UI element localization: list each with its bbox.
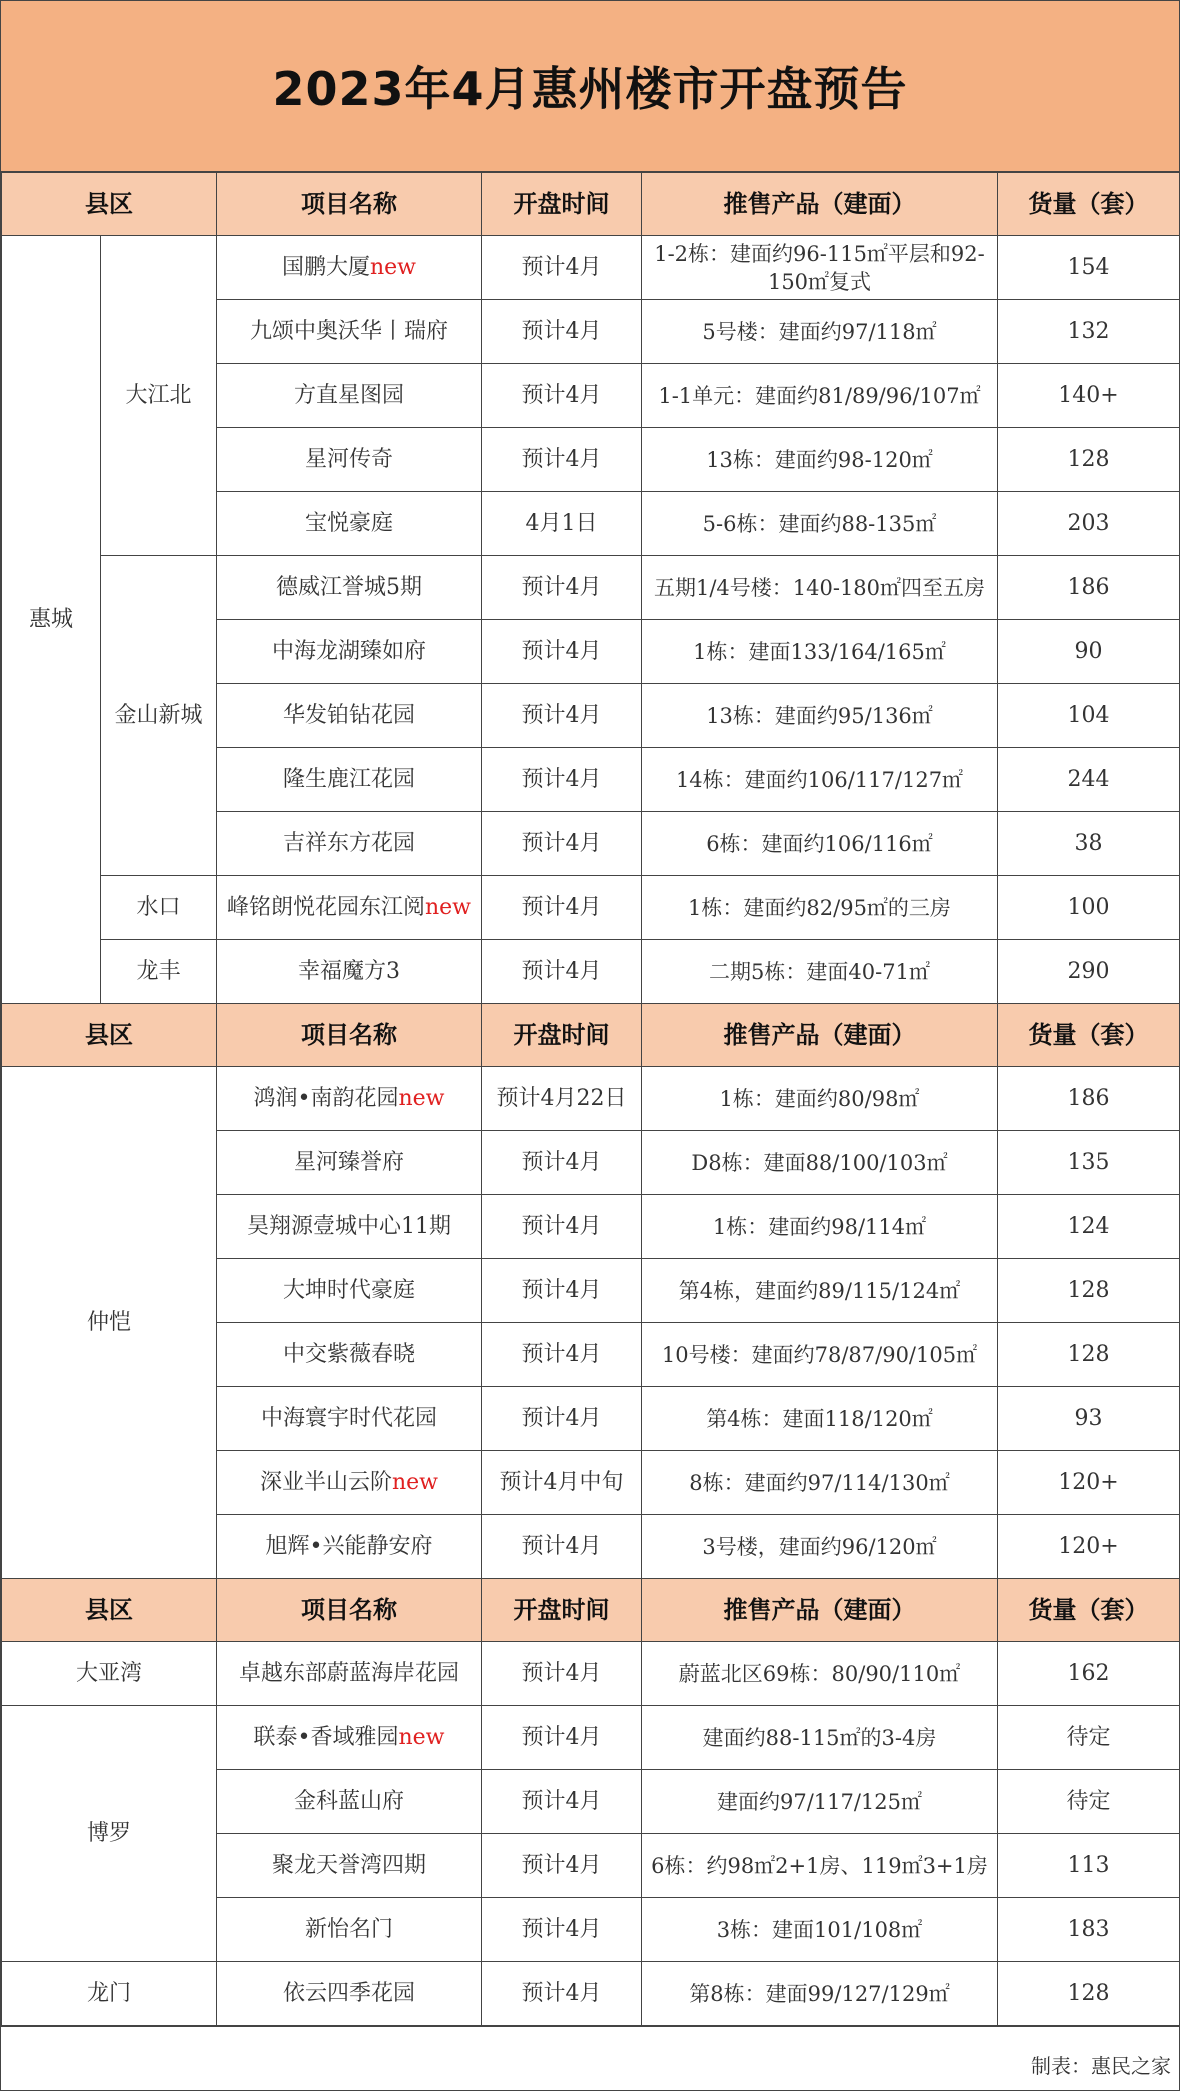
project-name-text: 九颂中奥沃华丨瑞府 [249, 318, 448, 344]
project-name [217, 1067, 482, 1131]
project-name [217, 428, 482, 492]
table-row [2, 940, 1180, 1004]
product-desc: 第8栋：建面99/127/129㎡ [642, 1962, 998, 2026]
header-project: 项目名称 [217, 1004, 482, 1067]
new-badge: new [398, 1724, 445, 1750]
open-time: 预计4月 [482, 1387, 642, 1451]
subdistrict-cell: 金山新城 [101, 556, 217, 876]
project-name [217, 812, 482, 876]
project-name [217, 1642, 482, 1706]
project-name [217, 492, 482, 556]
open-time: 预计4月 [482, 1323, 642, 1387]
unit-count: 113 [998, 1834, 1180, 1898]
product-desc: 1栋：建面约98/114㎡ [642, 1195, 998, 1259]
project-name [217, 940, 482, 1004]
open-time: 预计4月 [482, 1259, 642, 1323]
project-name [217, 556, 482, 620]
product-desc: 1栋：建面约82/95㎡的三房 [642, 876, 998, 940]
presale-table [1, 172, 1180, 2026]
unit-count: 203 [998, 492, 1180, 556]
new-badge: new [391, 1469, 439, 1495]
project-name [217, 1387, 482, 1451]
project-name [217, 1898, 482, 1962]
project-name [217, 1451, 482, 1515]
project-name-text: 星河传奇 [304, 446, 393, 472]
product-desc: 6栋：建面约106/116㎡ [642, 812, 998, 876]
open-time: 预计4月 [482, 1515, 642, 1579]
project-name-text: 德威江誉城5期 [276, 574, 422, 600]
project-name-text: 国鹏大厦 [281, 254, 370, 280]
project-name [217, 1706, 482, 1770]
product-desc: 二期5栋：建面40-71㎡ [642, 940, 998, 1004]
project-name-text: 大坤时代豪庭 [282, 1277, 415, 1303]
product-desc: 8栋：建面约97/114/130㎡ [642, 1451, 998, 1515]
unit-count: 186 [998, 1067, 1180, 1131]
project-name-text: 鸿润•南韵花园 [253, 1085, 399, 1111]
unit-count: 124 [998, 1195, 1180, 1259]
project-name-text: 深业半山云阶 [259, 1469, 392, 1495]
open-time: 预计4月中旬 [482, 1451, 642, 1515]
open-time: 预计4月 [482, 876, 642, 940]
project-name [217, 684, 482, 748]
unit-count: 154 [998, 236, 1180, 300]
open-time: 预计4月 [482, 620, 642, 684]
project-name [217, 876, 482, 940]
project-name [217, 748, 482, 812]
product-desc: D8栋：建面88/100/103㎡ [642, 1131, 998, 1195]
table-row [2, 1962, 1180, 2026]
unit-count: 待定 [998, 1706, 1180, 1770]
footer [1, 2026, 1179, 2089]
project-name-text: 金科蓝山府 [293, 1788, 404, 1814]
unit-count: 100 [998, 876, 1180, 940]
open-time: 预计4月 [482, 1131, 642, 1195]
header-open-time: 开盘时间 [482, 1579, 642, 1642]
unit-count: 120+ [998, 1451, 1180, 1515]
product-desc: 1-1单元：建面约81/89/96/107㎡ [642, 364, 998, 428]
header-district: 县区 [2, 173, 217, 236]
open-time: 预计4月 [482, 1898, 642, 1962]
project-name-text: 联泰•香域雅园 [253, 1724, 399, 1750]
project-name-text: 中交紫薇春晓 [282, 1341, 415, 1367]
table-row [2, 236, 1180, 300]
project-name [217, 1131, 482, 1195]
header-product: 推售产品（建面） [642, 1004, 998, 1067]
open-time: 预计4月 [482, 364, 642, 428]
project-name-text: 聚龙天誉湾四期 [271, 1852, 426, 1878]
open-time: 预计4月 [482, 1834, 642, 1898]
header-project: 项目名称 [217, 1579, 482, 1642]
project-name-text: 星河臻誉府 [293, 1149, 404, 1175]
project-name-text: 中海龙湖臻如府 [271, 638, 426, 664]
district-cell: 博罗 [2, 1706, 217, 1962]
header-units: 货量（套） [998, 1004, 1180, 1067]
product-desc: 1栋：建面133/164/165㎡ [642, 620, 998, 684]
project-name [217, 1770, 482, 1834]
header-row [2, 1579, 1180, 1642]
project-name [217, 1323, 482, 1387]
header-row [2, 173, 1180, 236]
district-cell: 龙门 [2, 1962, 217, 2026]
open-time: 预计4月 [482, 684, 642, 748]
product-desc: 1-2栋：建面约96-115㎡平层和92-150㎡复式 [642, 236, 998, 300]
district-cell: 仲恺 [2, 1067, 217, 1579]
new-badge: new [369, 254, 417, 280]
unit-count: 183 [998, 1898, 1180, 1962]
footer-credit: 制表：惠民之家 [1031, 2054, 1171, 2078]
table-row [2, 1706, 1180, 1770]
project-name-text: 方直星图园 [293, 382, 404, 408]
header-district: 县区 [2, 1579, 217, 1642]
open-time: 预计4月 [482, 1962, 642, 2026]
product-desc: 14栋：建面约106/117/127㎡ [642, 748, 998, 812]
unit-count: 128 [998, 1962, 1180, 2026]
new-badge: new [398, 1085, 445, 1111]
open-time: 4月1日 [482, 492, 642, 556]
table-row [2, 556, 1180, 620]
product-desc: 建面约97/117/125㎡ [642, 1770, 998, 1834]
unit-count: 38 [998, 812, 1180, 876]
unit-count: 162 [998, 1642, 1180, 1706]
header-units: 货量（套） [998, 173, 1180, 236]
product-desc: 五期1/4号楼：140-180㎡四至五房 [642, 556, 998, 620]
header-project: 项目名称 [217, 173, 482, 236]
unit-count: 93 [998, 1387, 1180, 1451]
district-cell: 大亚湾 [2, 1642, 217, 1706]
open-time: 预计4月 [482, 940, 642, 1004]
unit-count: 128 [998, 428, 1180, 492]
product-desc: 蔚蓝北区69栋：80/90/110㎡ [642, 1642, 998, 1706]
product-desc: 5-6栋：建面约88-135㎡ [642, 492, 998, 556]
product-desc: 10号楼：建面约78/87/90/105㎡ [642, 1323, 998, 1387]
table-body [2, 173, 1180, 2026]
unit-count: 132 [998, 300, 1180, 364]
open-time: 预计4月 [482, 748, 642, 812]
subdistrict-cell: 大江北 [101, 236, 217, 556]
header-district: 县区 [2, 1004, 217, 1067]
product-desc: 第4栋：建面118/120㎡ [642, 1387, 998, 1451]
project-name-text: 中海寰宇时代花园 [260, 1405, 437, 1431]
project-name [217, 1962, 482, 2026]
header-row [2, 1004, 1180, 1067]
open-time: 预计4月 [482, 1642, 642, 1706]
table-row [2, 1642, 1180, 1706]
product-desc: 3号楼，建面约96/120㎡ [642, 1515, 998, 1579]
subdistrict-cell: 龙丰 [101, 940, 217, 1004]
open-time: 预计4月 [482, 300, 642, 364]
product-desc: 5号楼：建面约97/118㎡ [642, 300, 998, 364]
header-open-time: 开盘时间 [482, 1004, 642, 1067]
unit-count: 90 [998, 620, 1180, 684]
product-desc: 1栋：建面约80/98㎡ [642, 1067, 998, 1131]
project-name-text: 新怡名门 [304, 1916, 393, 1942]
project-name [217, 1834, 482, 1898]
project-name-text: 依云四季花园 [282, 1980, 415, 2006]
header-product: 推售产品（建面） [642, 1579, 998, 1642]
unit-count: 290 [998, 940, 1180, 1004]
project-name [217, 236, 482, 300]
open-time: 预计4月 [482, 1195, 642, 1259]
unit-count: 120+ [998, 1515, 1180, 1579]
page-title: 2023年4月惠州楼市开盘预告 [272, 62, 908, 116]
project-name [217, 300, 482, 364]
project-name [217, 1195, 482, 1259]
project-name-text: 幸福魔方3 [298, 958, 400, 984]
unit-count: 待定 [998, 1770, 1180, 1834]
unit-count: 128 [998, 1259, 1180, 1323]
open-time: 预计4月 [482, 812, 642, 876]
unit-count: 186 [998, 556, 1180, 620]
unit-count: 135 [998, 1131, 1180, 1195]
project-name [217, 1259, 482, 1323]
open-time: 预计4月22日 [482, 1067, 642, 1131]
unit-count: 104 [998, 684, 1180, 748]
new-badge: new [424, 894, 472, 920]
project-name [217, 1515, 482, 1579]
project-name-text: 昊翔源壹城中心11期 [247, 1213, 451, 1239]
project-name [217, 364, 482, 428]
header-open-time: 开盘时间 [482, 173, 642, 236]
project-name-text: 华发铂钻花园 [282, 702, 415, 728]
product-desc: 3栋：建面101/108㎡ [642, 1898, 998, 1962]
project-name-text: 峰铭朗悦花园东江阅 [226, 894, 425, 920]
product-desc: 13栋：建面约98-120㎡ [642, 428, 998, 492]
table-row [2, 876, 1180, 940]
project-name-text: 吉祥东方花园 [282, 830, 415, 856]
project-name [217, 620, 482, 684]
product-desc: 建面约88-115㎡的3-4房 [642, 1706, 998, 1770]
table-row [2, 1067, 1180, 1131]
product-desc: 第4栋，建面约89/115/124㎡ [642, 1259, 998, 1323]
open-time: 预计4月 [482, 556, 642, 620]
project-name-text: 宝悦豪庭 [304, 510, 393, 536]
open-time: 预计4月 [482, 428, 642, 492]
title-bar [1, 1, 1179, 172]
project-name-text: 卓越东部蔚蓝海岸花园 [238, 1660, 459, 1686]
unit-count: 244 [998, 748, 1180, 812]
district-cell: 惠城 [2, 236, 101, 1004]
project-name-text: 旭辉•兴能静安府 [265, 1533, 433, 1559]
unit-count: 128 [998, 1323, 1180, 1387]
project-name-text: 隆生鹿江花园 [282, 766, 415, 792]
subdistrict-cell: 水口 [101, 876, 217, 940]
open-time: 预计4月 [482, 236, 642, 300]
header-units: 货量（套） [998, 1579, 1180, 1642]
product-desc: 6栋：约98㎡2+1房、119㎡3+1房 [642, 1834, 998, 1898]
open-time: 预计4月 [482, 1770, 642, 1834]
unit-count: 140+ [998, 364, 1180, 428]
open-time: 预计4月 [482, 1706, 642, 1770]
header-product: 推售产品（建面） [642, 173, 998, 236]
product-desc: 13栋：建面约95/136㎡ [642, 684, 998, 748]
